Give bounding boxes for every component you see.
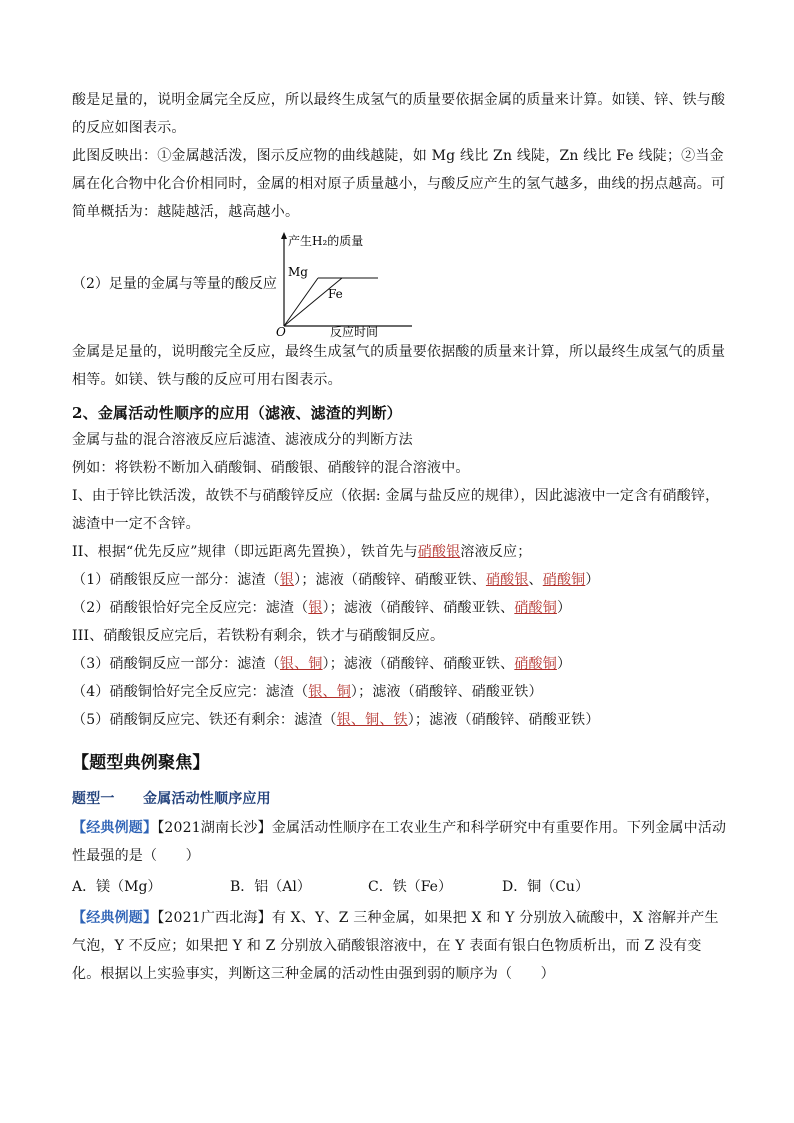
- paragraph: 例如：将铁粉不断加入硝酸铜、硝酸银、硝酸锌的混合溶液中。: [72, 460, 470, 476]
- document-page: [72, 86, 728, 988]
- answer-text: 硝酸铜: [514, 600, 557, 616]
- option-c: C．铁（Fe）: [368, 879, 452, 895]
- paragraph: II、根据“优先反应”规律（即远距离先置换），铁首先与硝酸银溶液反应；: [72, 544, 532, 560]
- origin-label: O: [276, 325, 286, 339]
- y-axis-label: 产生H₂的质量: [288, 234, 364, 248]
- paragraph: 金属与盐的混合溶液反应后滤渣、滤液成分的判断方法: [72, 432, 413, 448]
- option-a: A．镁（Mg）: [72, 879, 162, 895]
- list-item: （4）硝酸铜恰好完全反应完：滤渣（银、铜）；滤液（硝酸锌、硝酸亚铁）: [72, 684, 543, 700]
- answer-text: 硝酸铜: [514, 656, 557, 672]
- question-1-options: [72, 872, 728, 902]
- x-axis-label: 反应时间: [330, 325, 379, 339]
- paragraph: 金属是足量的，说明酸完全反应，最终生成氢气的质量要依据酸的质量来计算，所以最终生成氢气的质量相等。如镁、铁与酸的反应可用右图表示。: [72, 344, 726, 388]
- answer-text: 银: [279, 572, 295, 588]
- section-heading: 2、金属活动性顺序的应用（滤液、滤渣的判断）: [72, 404, 402, 422]
- paragraph: I、由于锌比铁活泼，故铁不与硝酸锌反应（依据: 金属与盐反应的规律），因此滤液中一定含有硝酸锌，滤渣中一定不含锌。: [72, 488, 720, 532]
- mg-label: Mg: [288, 265, 308, 279]
- example-tag: 【经典例题】: [72, 820, 158, 836]
- question-2: 【经典例题】【2021广西北海】有 X、Y、Z 三种金属，如果把 X 和 Y 分别放入硫酸中，X 溶解并产生气泡，Y 不反应；如果把 Y 和 Z 分别放入硝酸银溶液中，在 Y 表面有银白色物质析出，而 Z 没有变化。根据以上实验事实，判断这三种金属的活动性由强到弱的顺序为（ ）: [72, 910, 719, 982]
- option-d: D．铜（Cu）: [502, 879, 589, 895]
- example-tag: 【经典例题】: [72, 910, 158, 926]
- graph-label: （2）足量的金属与等量的酸反应: [72, 276, 277, 292]
- graph-row: [72, 230, 728, 338]
- answer-text: 银、铜: [279, 656, 323, 672]
- focus-heading: 【题型典例聚焦】: [72, 753, 210, 773]
- answer-text: 银、铜、铁: [336, 712, 408, 728]
- fe-label: Fe: [328, 287, 343, 301]
- answer-text: 硝酸银: [485, 572, 529, 588]
- question-1: 【经典例题】【2021湖南长沙】金属活动性顺序在工农业生产和科学研究中有重要作用。下列金属中活动性最强的是（ ）: [72, 820, 727, 864]
- list-item: （2）硝酸银恰好完全反应完：滤渣（银）；滤液（硝酸锌、硝酸亚铁、硝酸铜）: [72, 600, 572, 616]
- paragraph: III、硝酸银反应完后，若铁粉有剩余，铁才与硝酸铜反应。: [72, 628, 445, 644]
- list-item: （1）硝酸银反应一部分：滤渣（银）；滤液（硝酸锌、硝酸亚铁、硝酸银、硝酸铜）: [72, 572, 600, 588]
- list-item: （3）硝酸铜反应一部分：滤渣（银、铜）；滤液（硝酸锌、硝酸亚铁、硝酸铜）: [72, 656, 572, 672]
- paragraph: 此图反映出：①金属越活泼，图示反应物的曲线越陡，如 Mg 线比 Zn 线陡，Zn 线比 Fe 线陡；②当金属在化合物中化合价相同时，金属的相对原子质量越小，与酸反应产生的氢气越多，曲线的拐点越高。可简单概括为：越陡越活，越高越小。: [72, 148, 726, 220]
- answer-text: 银: [308, 600, 323, 616]
- type1-heading: 题型一 金属活动性顺序应用: [72, 791, 271, 807]
- h2-mass-graph: [278, 230, 418, 338]
- answer-text: 硝酸银: [417, 544, 461, 560]
- option-b: B．铝（Al）: [230, 879, 311, 895]
- answer-text: 银、铜: [308, 684, 351, 700]
- answer-text: 硝酸铜: [542, 572, 586, 588]
- paragraph: 酸是足量的，说明金属完全反应，所以最终生成氢气的质量要依据金属的质量来计算。如镁、锌、铁与酸的反应如图表示。: [72, 92, 726, 136]
- y-axis-arrow: [281, 232, 287, 239]
- list-item: （5）硝酸铜反应完、铁还有剩余：滤渣（银、铜、铁）；滤液（硝酸锌、硝酸亚铁）: [72, 712, 600, 728]
